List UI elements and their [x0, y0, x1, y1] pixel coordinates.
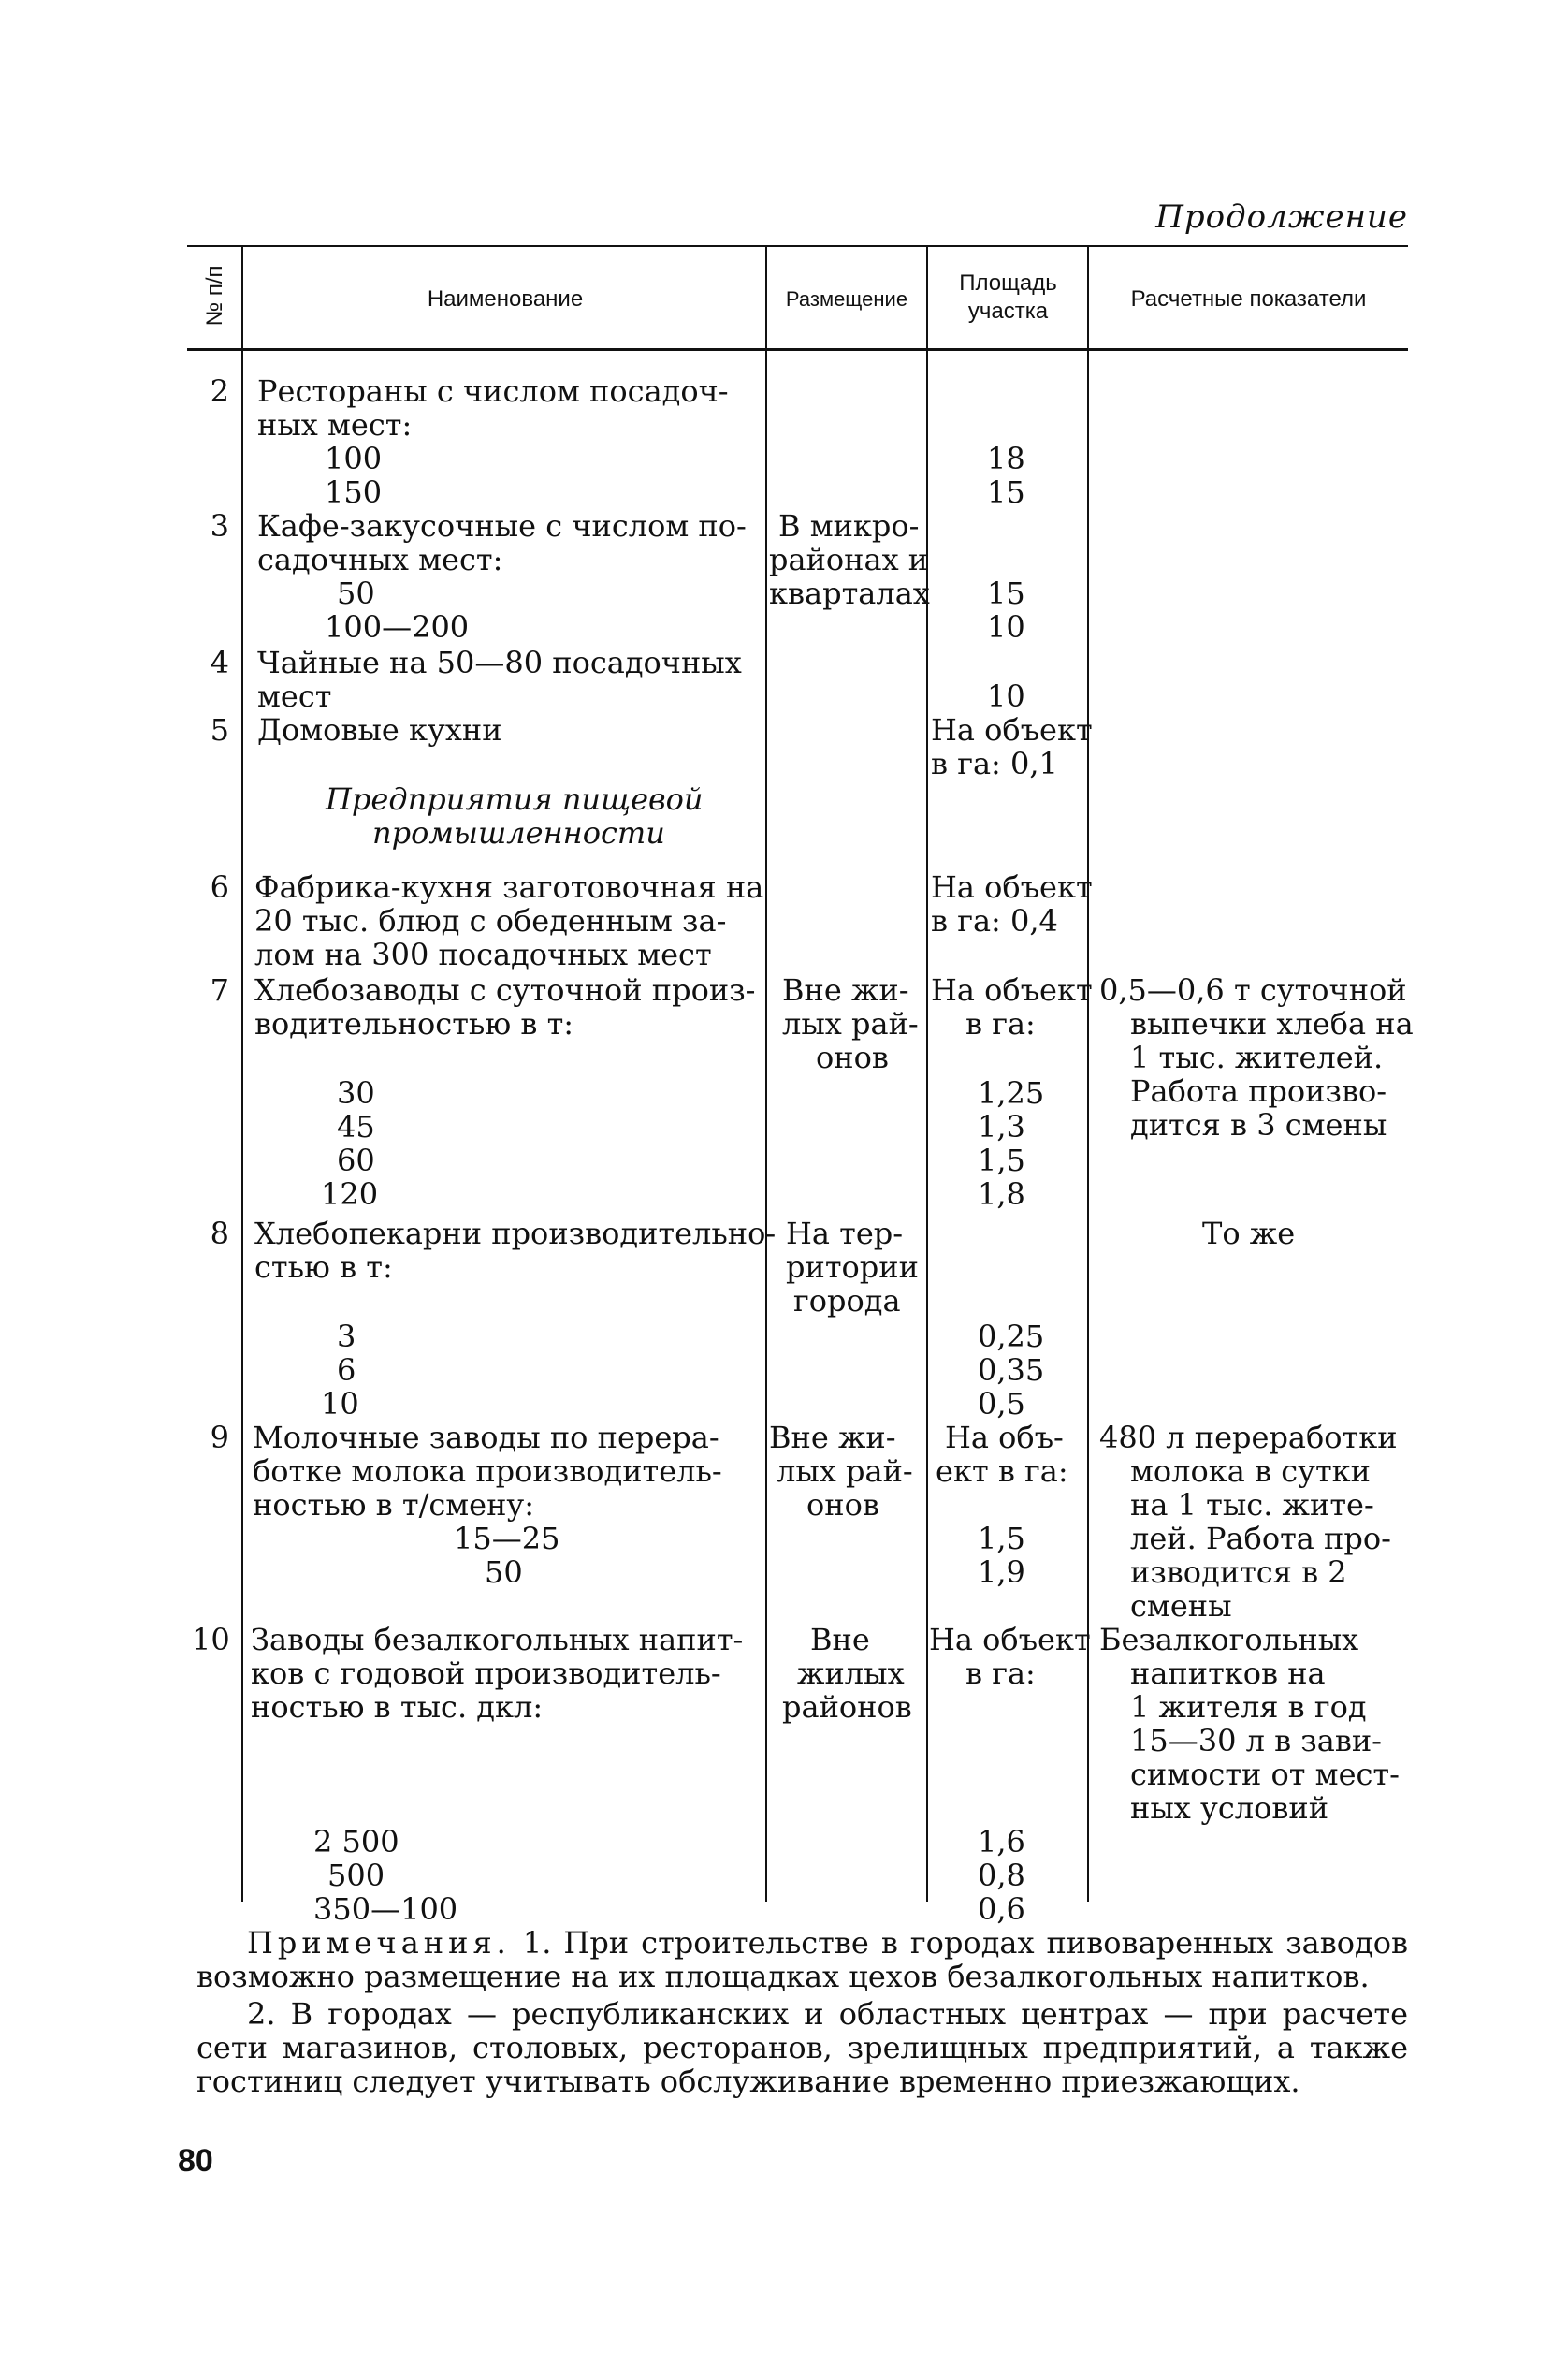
indicator: смены: [1130, 1588, 1232, 1624]
indicator: лей. Работа про-: [1130, 1521, 1391, 1556]
notes-label: Примечания.: [247, 1925, 511, 1961]
sub-value: 3: [337, 1319, 356, 1354]
row-name: ных мест:: [257, 407, 413, 443]
area-head: в га:: [965, 1655, 1036, 1691]
row-name: Заводы безалкогольных напит-: [251, 1622, 744, 1657]
sub-value: 10: [321, 1386, 359, 1422]
area-value: 0,6: [978, 1891, 1025, 1927]
section-heading: Предприятия пищевой: [326, 781, 704, 817]
sub-value: 50: [485, 1554, 523, 1590]
col-rule-1: [241, 245, 243, 1902]
placement: Вне жи-: [769, 1420, 896, 1455]
area-value: 0,35: [978, 1352, 1045, 1388]
area-value: На объект: [931, 869, 1093, 905]
sub-value: 500: [327, 1858, 385, 1893]
header-num: № п/п: [202, 265, 227, 327]
indicator: ных условий: [1130, 1790, 1329, 1826]
header-indicators: Расчетные показатели: [1130, 286, 1367, 312]
area-value: 1,8: [978, 1176, 1025, 1212]
row-num: 8: [210, 1216, 229, 1251]
placement: лых рай-: [777, 1453, 913, 1489]
header-area: Площадь участка: [959, 270, 1057, 324]
sub-value: 15—25: [454, 1521, 560, 1556]
indicator: 1 жителя в год: [1130, 1689, 1367, 1725]
area-head: На объект: [929, 1622, 1091, 1657]
area-value: в га: 0,4: [931, 903, 1058, 939]
header-placement: Размещение: [785, 287, 908, 311]
placement: онов: [816, 1040, 889, 1075]
placement: Вне: [810, 1622, 870, 1657]
area-value: 1,25: [978, 1075, 1045, 1111]
note-2: 2. В городах — республиканских и областных центрах — при расчете сети магазинов, столовых, ресторанов, зрелищных предприятий, а также гостиниц следует учитывать обслуживание временно приезжающих.: [196, 1996, 1408, 2099]
placement: Вне жи-: [782, 972, 909, 1008]
area-value: 15: [987, 576, 1025, 611]
indicator: симости от мест-: [1130, 1757, 1400, 1792]
notes: [196, 1926, 1408, 2098]
row-name: ностью в т/смену:: [253, 1487, 535, 1523]
indicator: Безалкогольных: [1099, 1622, 1359, 1657]
sub-value: 30: [337, 1075, 375, 1111]
row-name: Хлебопекарни производительно-: [254, 1216, 777, 1251]
placement: ритории: [786, 1249, 919, 1285]
area-value: 10: [987, 678, 1025, 714]
placement: онов: [806, 1487, 879, 1523]
area-value: На объект: [931, 712, 1093, 748]
sub-value: 50: [337, 576, 375, 611]
indicator: изводится в 2: [1130, 1554, 1347, 1590]
row-name: Хлебозаводы с суточной произ-: [254, 972, 756, 1008]
row-name: ностью в тыс. дкл:: [251, 1689, 544, 1725]
row-name: Фабрика-кухня заготовочная на: [254, 869, 764, 905]
sub-value: 120: [321, 1176, 379, 1212]
placement: жилых: [797, 1655, 905, 1691]
placement: На тер-: [786, 1216, 904, 1251]
area-value: 1,3: [978, 1109, 1025, 1145]
section-heading: промышленности: [372, 815, 665, 851]
indicator: Работа произво-: [1130, 1073, 1387, 1109]
area-value: в га: 0,1: [931, 746, 1058, 781]
row-num: 9: [210, 1420, 229, 1455]
row-num: 2: [210, 373, 229, 409]
table-top-rule: [187, 245, 1408, 247]
row-num: 5: [210, 712, 229, 748]
placement: города: [793, 1283, 901, 1319]
row-name: Молочные заводы по перера-: [253, 1420, 719, 1455]
row-num: 7: [210, 972, 229, 1008]
row-name: садочных мест:: [257, 542, 503, 577]
row-num: 3: [210, 508, 229, 544]
sub-value: 100: [325, 441, 383, 476]
placement: районах и: [769, 542, 929, 577]
col-rule-3: [926, 245, 928, 1902]
page-number: 80: [178, 2143, 213, 2179]
continued-label: Продолжение: [1155, 198, 1408, 236]
indicator: 1 тыс. жителей.: [1130, 1040, 1384, 1075]
indicator: выпечки хлеба на: [1130, 1006, 1414, 1042]
area-value: 0,5: [978, 1386, 1025, 1422]
row-num: 4: [210, 645, 229, 680]
indicator: напитков на: [1130, 1655, 1326, 1691]
area-value: 1,5: [978, 1143, 1025, 1178]
header-name: Наименование: [427, 286, 584, 312]
indicator: 15—30 л в зави-: [1130, 1723, 1382, 1758]
row-name: ков с годовой производитель-: [251, 1655, 721, 1691]
placement: лых рай-: [782, 1006, 919, 1042]
placement: районов: [782, 1689, 912, 1725]
note-1-text: 1. При строительстве в городах пивоваренных заводов возможно размещение на их площадках цехов безалкогольных напитков.: [196, 1925, 1409, 1994]
sub-value: 2 500: [313, 1824, 399, 1859]
table-header-rule: [187, 348, 1408, 351]
col-rule-2: [765, 245, 767, 1902]
area-head: На объект: [931, 972, 1093, 1008]
row-name: лом на 300 посадочных мест: [254, 937, 712, 972]
placement: В микро-: [778, 508, 920, 544]
row-name: водительностью в т:: [254, 1006, 574, 1042]
area-value: 1,5: [978, 1521, 1025, 1556]
sub-value: 100—200: [325, 609, 470, 645]
area-head: в га:: [965, 1006, 1036, 1042]
row-name: Рестораны с числом посадоч-: [257, 373, 729, 409]
area-value: 1,9: [978, 1554, 1025, 1590]
indicator: 0,5—0,6 т суточной: [1099, 972, 1407, 1008]
area-head: На объ-: [945, 1420, 1064, 1455]
sub-value: 60: [337, 1143, 375, 1178]
indicator: дится в 3 смены: [1130, 1107, 1387, 1143]
row-name: ботке молока производитель-: [253, 1453, 722, 1489]
placement: кварталах: [769, 576, 930, 611]
row-name: 20 тыс. блюд с обеденным за-: [254, 903, 727, 939]
row-name: мест: [257, 678, 332, 714]
row-num: 6: [210, 869, 229, 905]
area-value: 1,6: [978, 1824, 1025, 1859]
row-name: Кафе-закусочные с числом по-: [257, 508, 747, 544]
area-value: 0,25: [978, 1319, 1045, 1354]
row-name: Чайные на 50—80 посадочных: [257, 645, 742, 680]
indicator: То же: [1202, 1216, 1296, 1251]
sub-value: 6: [337, 1352, 356, 1388]
indicator: 480 л переработки: [1099, 1420, 1398, 1455]
indicator: молока в сутки: [1130, 1453, 1371, 1489]
sub-value: 350—100: [313, 1891, 458, 1927]
row-num: 10: [192, 1622, 230, 1657]
row-name: стью в т:: [254, 1249, 393, 1285]
area-value: 18: [987, 441, 1025, 476]
area-value: 15: [987, 474, 1025, 510]
area-value: 10: [987, 609, 1025, 645]
row-name: Домовые кухни: [257, 712, 502, 748]
indicator: на 1 тыс. жите-: [1130, 1487, 1374, 1523]
area-head: ект в га:: [936, 1453, 1068, 1489]
sub-value: 45: [337, 1109, 375, 1145]
sub-value: 150: [325, 474, 383, 510]
area-value: 0,8: [978, 1858, 1025, 1893]
note-1: [196, 1926, 1408, 1993]
